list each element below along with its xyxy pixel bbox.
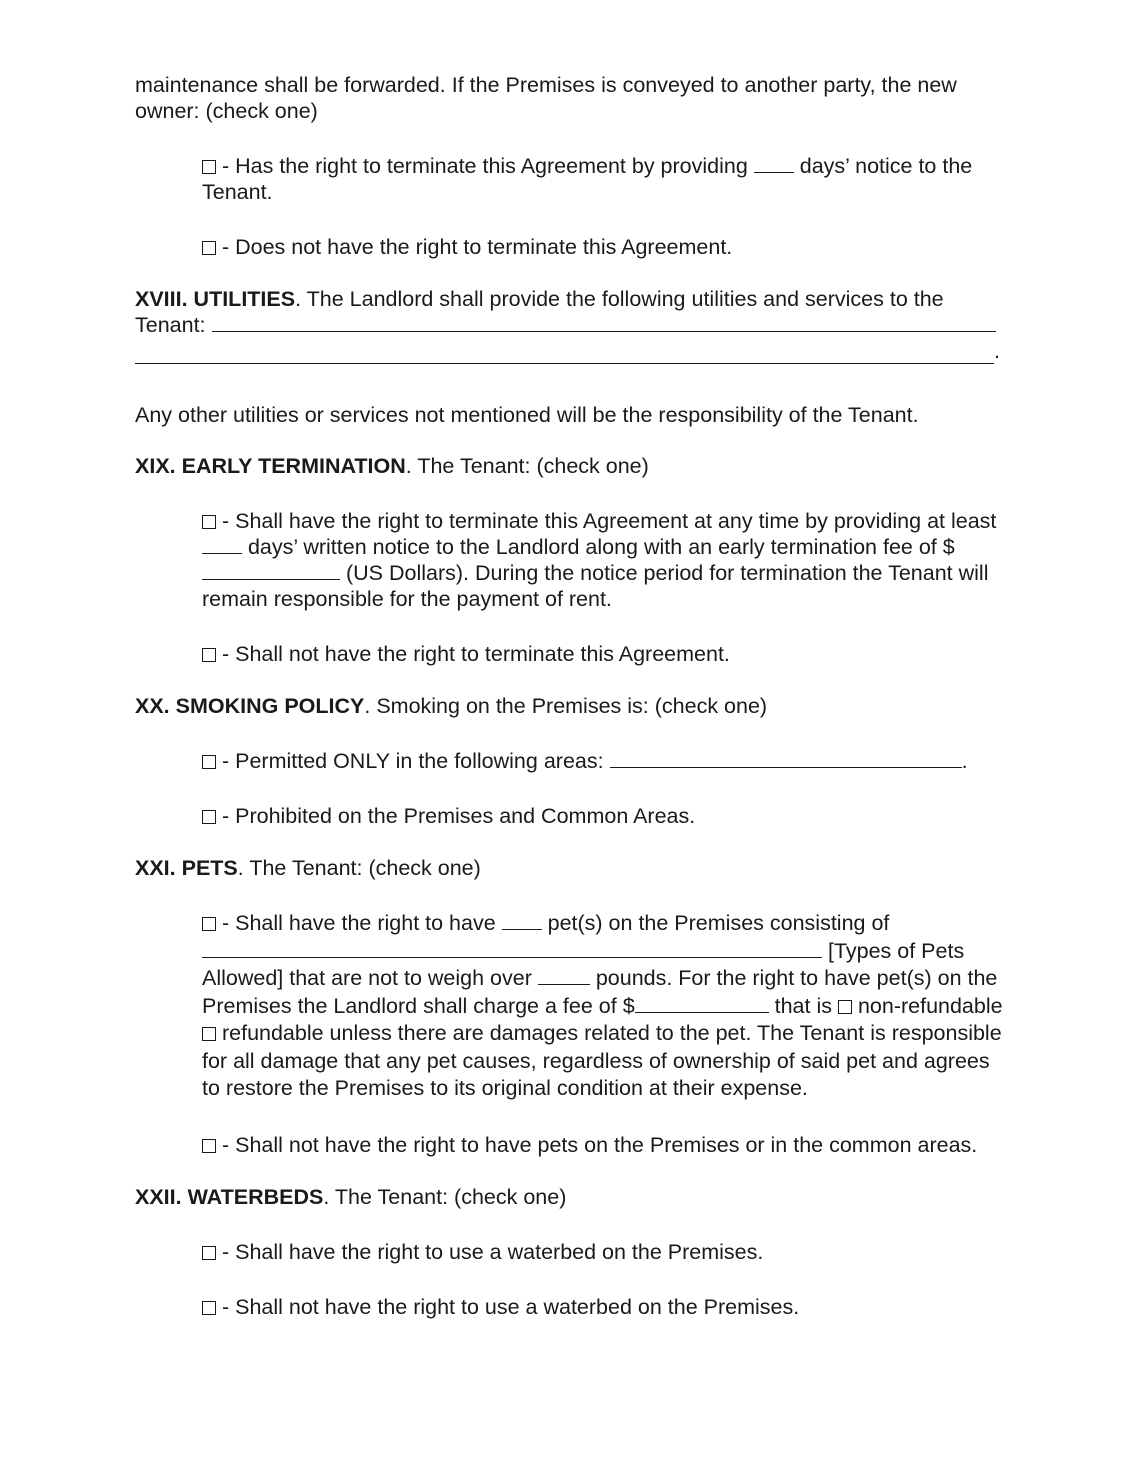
checkbox[interactable] bbox=[202, 1246, 216, 1260]
termination-fee-blank[interactable] bbox=[202, 561, 340, 580]
section-heading: XXII. WATERBEDS bbox=[135, 1184, 324, 1209]
checkbox[interactable] bbox=[202, 917, 216, 931]
utilities-blank-line-2: . bbox=[135, 338, 1005, 364]
smoking-option-prohibited: - Prohibited on the Premises and Common Areas. bbox=[135, 803, 1005, 829]
pet-count-blank[interactable] bbox=[502, 911, 542, 930]
pet-weight-blank[interactable] bbox=[538, 966, 590, 985]
section-heading: XIX. EARLY TERMINATION bbox=[135, 454, 406, 478]
pets-section: XXI. PETS. The Tenant: (check one) bbox=[135, 856, 481, 880]
checkbox[interactable] bbox=[202, 1139, 216, 1153]
section-heading: XXI. PETS bbox=[135, 856, 238, 880]
early-termination-option-not-allowed: - Shall not have the right to terminate this Agreement. bbox=[135, 641, 1005, 667]
waterbeds-option-not-allowed: - Shall not have the right to use a waterbed on the Premises. bbox=[135, 1294, 1005, 1320]
pets-option-allowed: - Shall have the right to have pet(s) on the Premises consisting of [Types of Pets Allowed] that are not to weigh over pounds. For the right to have pet(s) on the Premises the Landlord shall charge a fee of $ that is non-refundable refundable unless there are damages related to the pet. The Tenant is responsible for all damage that any pet causes, regardless of ownership of said pet and agrees to restore the Premises to its original condition at their expense. bbox=[202, 911, 1003, 1100]
pet-types-blank[interactable] bbox=[202, 939, 822, 958]
checkbox-non-refundable[interactable] bbox=[838, 1000, 852, 1014]
pet-fee-blank[interactable] bbox=[635, 994, 769, 1013]
smoking-section: XX. SMOKING POLICY. Smoking on the Premises is: (check one) bbox=[135, 694, 768, 718]
checkbox[interactable] bbox=[202, 810, 216, 824]
utilities-section: XVIII. UTILITIES. The Landlord shall provide the following utilities and services to the Tenant: bbox=[135, 286, 1005, 338]
checkbox-refundable[interactable] bbox=[202, 1027, 216, 1041]
days-notice-blank[interactable] bbox=[754, 154, 794, 173]
pets-option-not-allowed: - Shall not have the right to have pets on the Premises or in the common areas. bbox=[135, 1132, 1005, 1158]
new-owner-option-terminate: - Has the right to terminate this Agreement by providing days’ notice to the Tenant. bbox=[202, 154, 973, 204]
utilities-blank-2[interactable] bbox=[135, 341, 994, 364]
utilities-blank-1[interactable] bbox=[212, 313, 996, 332]
section-heading: XX. SMOKING POLICY bbox=[135, 694, 365, 718]
early-termination-section: XIX. EARLY TERMINATION. The Tenant: (check one) bbox=[135, 454, 649, 478]
new-owner-option-no-terminate: - Does not have the right to terminate this Agreement. bbox=[135, 234, 1005, 260]
checkbox[interactable] bbox=[202, 755, 216, 769]
checkbox[interactable] bbox=[202, 160, 216, 174]
checkbox[interactable] bbox=[202, 241, 216, 255]
early-termination-option-allowed: - Shall have the right to terminate this Agreement at any time by providing at least days’ written notice to the Landlord along with an early termination fee of $ (US Dollars). During the notice period for termination the Tenant will remain responsible for the payment of rent. bbox=[202, 509, 997, 611]
checkbox[interactable] bbox=[202, 1301, 216, 1315]
checkbox[interactable] bbox=[202, 648, 216, 662]
checkbox[interactable] bbox=[202, 515, 216, 529]
smoking-option-permitted: - Permitted ONLY in the following areas: . bbox=[135, 748, 1005, 774]
section-heading: XVIII. UTILITIES bbox=[135, 287, 296, 311]
document-page bbox=[135, 72, 1005, 1320]
days-notice-blank[interactable] bbox=[202, 535, 242, 554]
waterbeds-option-allowed: - Shall have the right to use a waterbed on the Premises. bbox=[135, 1239, 1005, 1265]
waterbeds-section: XXII. WATERBEDS. The Tenant: (check one) bbox=[135, 1184, 567, 1209]
intro-paragraph: maintenance shall be forwarded. If the Premises is conveyed to another party, the new owner: (check one) bbox=[135, 73, 957, 123]
utilities-note: Any other utilities or services not mentioned will be the responsibility of the Tenant. bbox=[135, 403, 919, 427]
smoking-areas-blank[interactable] bbox=[610, 749, 962, 768]
